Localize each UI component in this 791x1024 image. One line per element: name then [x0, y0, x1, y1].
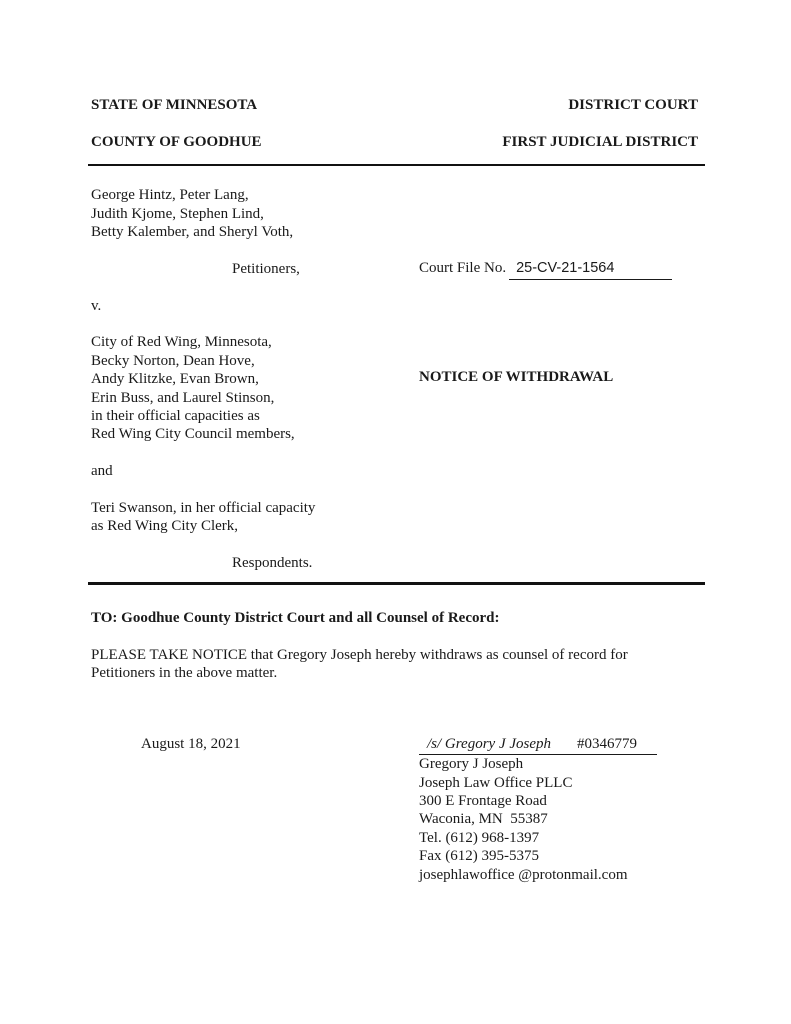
telephone-number: Tel. (612) 968-1397: [419, 829, 540, 846]
caption-divider-rule: [88, 582, 705, 585]
respondent-name-line: Teri Swanson, in her official capacity: [91, 500, 316, 517]
respondent-name-line: Becky Norton, Dean Hove,: [91, 352, 255, 369]
document-title: NOTICE OF WITHDRAWAL: [419, 369, 614, 386]
document-content: [91, 0, 698, 883]
attorney-registration-number: #0346779: [577, 735, 637, 752]
signature-date: August 18, 2021: [141, 735, 241, 752]
court-header: [91, 96, 698, 151]
signature-underlined-area: [419, 735, 657, 755]
notice-paragraph: PLEASE TAKE NOTICE that Gregory Joseph hereby withdraws as counsel of record for Petitioners in the above matter.: [91, 647, 628, 682]
email-address: josephlawoffice @protonmail.com: [419, 866, 628, 883]
header-court: DISTRICT COURT: [568, 97, 698, 113]
court-file-field: [419, 259, 672, 279]
attorney-name: Gregory J Joseph: [419, 756, 524, 773]
header-row-2: [91, 133, 698, 151]
street-address: 300 E Frontage Road: [419, 793, 547, 810]
respondent-name-line: as Red Wing City Clerk,: [91, 518, 239, 535]
signature-line: [419, 735, 657, 755]
petitioner-name-line: Judith Kjome, Stephen Lind,: [91, 205, 264, 222]
signature-block: [419, 735, 657, 884]
header-district: FIRST JUDICIAL DISTRICT: [502, 133, 698, 150]
court-file-number: 25-CV-21-1564: [509, 259, 672, 279]
caption-left-column: [91, 186, 421, 572]
respondent-name-line: Erin Buss, and Laurel Stinson,: [91, 389, 275, 406]
law-firm-name: Joseph Law Office PLLC: [419, 774, 573, 791]
to-addressee-line: TO: Goodhue County District Court and all Counsel of Record:: [91, 609, 500, 626]
conjunction-line: and: [91, 463, 113, 480]
electronic-signature: /s/ Gregory J Joseph: [427, 735, 551, 752]
header-county: COUNTY OF GOODHUE: [91, 133, 262, 150]
respondent-name-line: Red Wing City Council members,: [91, 426, 295, 443]
court-file-label: Court File No.: [419, 260, 507, 277]
header-divider-rule: [88, 164, 705, 166]
case-caption: [91, 186, 698, 572]
signature-section: [91, 735, 698, 883]
petitioners-designation: Petitioners,: [232, 260, 300, 277]
versus-line: v.: [91, 297, 102, 314]
header-row-1: [91, 96, 698, 114]
respondent-name-line: City of Red Wing, Minnesota,: [91, 334, 272, 351]
petitioner-name-line: Betty Kalember, and Sheryl Voth,: [91, 224, 294, 241]
respondents-designation: Respondents.: [232, 555, 313, 572]
respondent-name-line: Andy Klitzke, Evan Brown,: [91, 371, 259, 388]
city-state-zip: Waconia, MN 55387: [419, 811, 548, 828]
petitioner-name-line: George Hintz, Peter Lang,: [91, 187, 249, 204]
fax-number: Fax (612) 395-5375: [419, 848, 539, 865]
respondent-name-line: in their official capacities as: [91, 408, 260, 425]
header-state: STATE OF MINNESOTA: [91, 97, 258, 113]
